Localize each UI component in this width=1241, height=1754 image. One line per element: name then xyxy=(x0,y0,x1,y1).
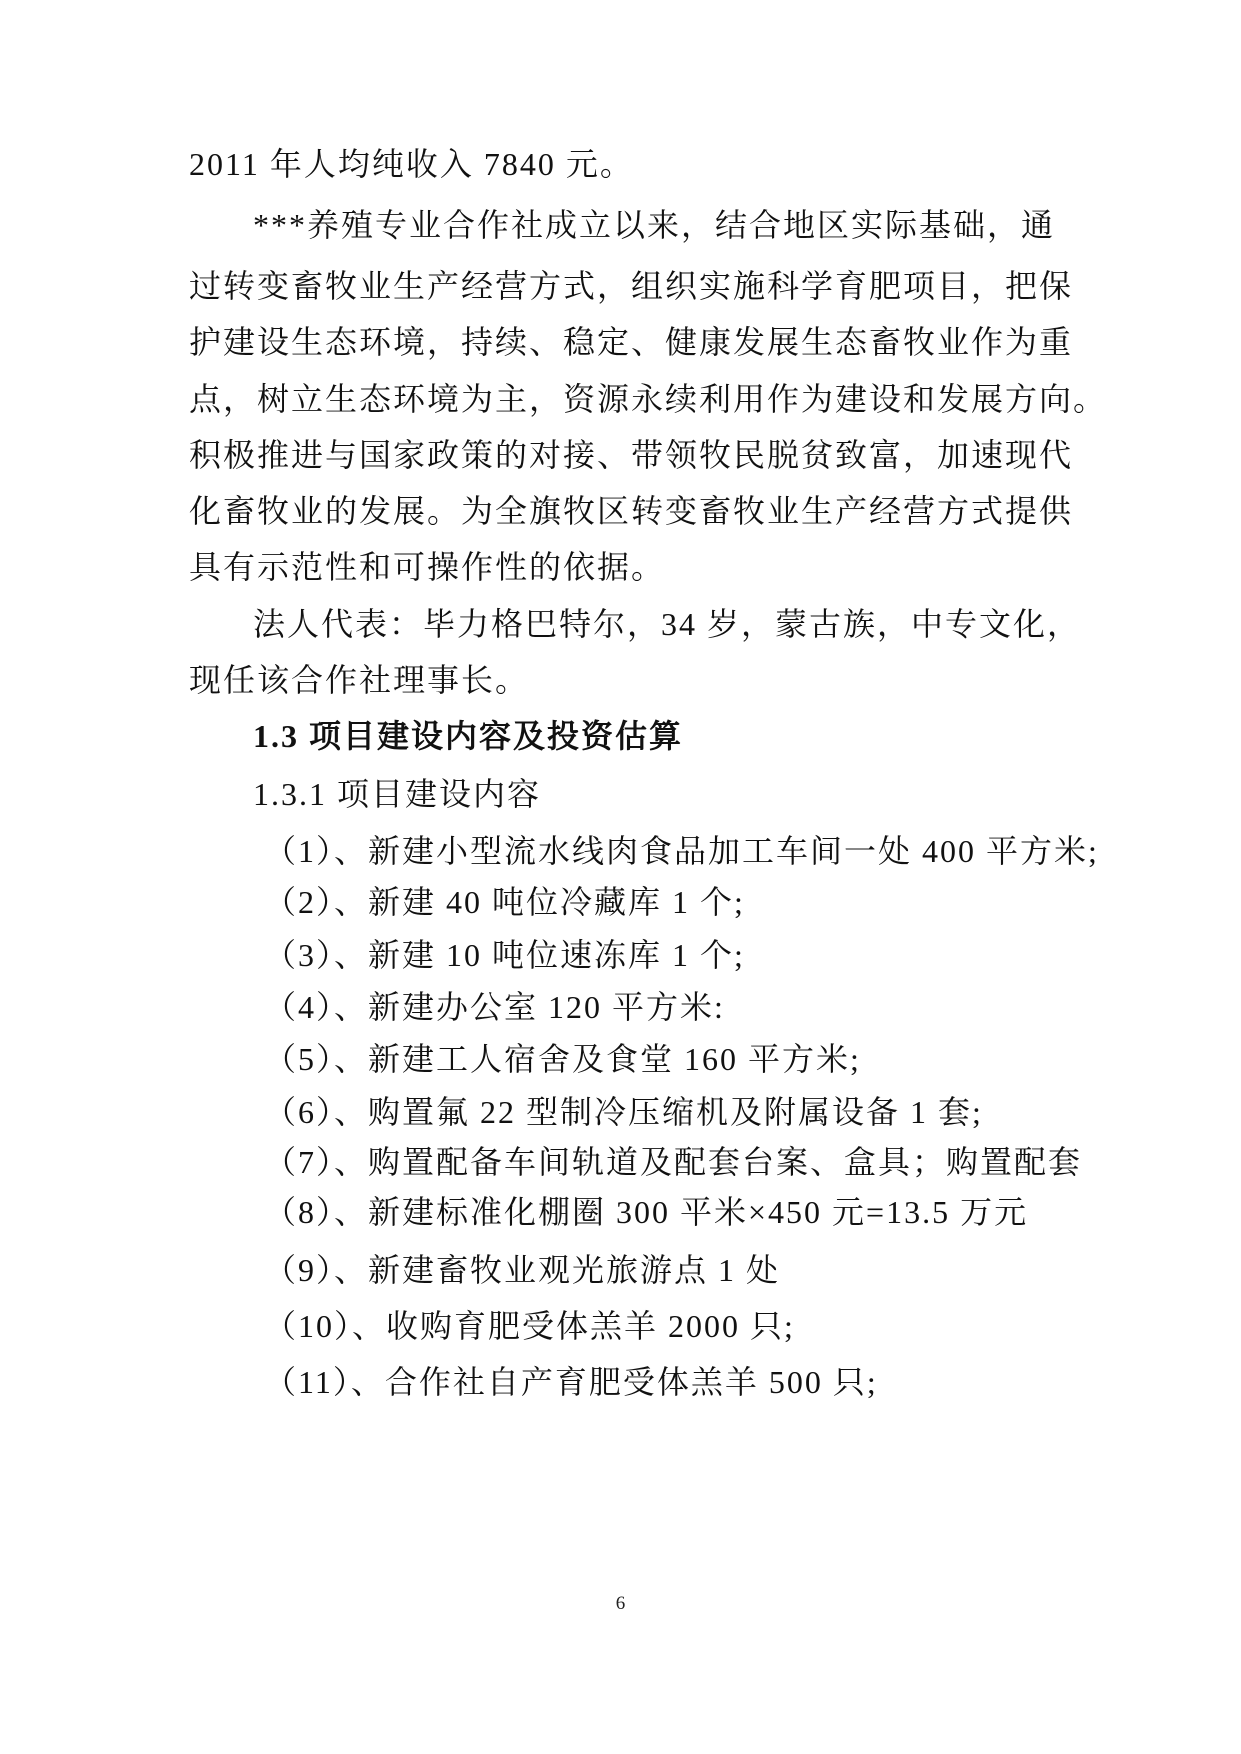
list-item: （9）、新建畜牧业观光旅游点 1 处 xyxy=(264,1252,781,1288)
list-item: （8）、新建标准化棚圈 300 平米×450 元=13.5 万元 xyxy=(264,1194,1029,1230)
list-item: （2）、新建 40 吨位冷藏库 1 个; xyxy=(264,884,745,920)
section-heading: 1.3 项目建设内容及投资估算 xyxy=(253,718,684,754)
list-item: （6）、购置氟 22 型制冷压缩机及附属设备 1 套; xyxy=(264,1094,983,1130)
subsection-heading: 1.3.1 项目建设内容 xyxy=(253,776,542,812)
paragraph-line: 现任该合作社理事长。 xyxy=(189,662,530,698)
paragraph-line: 2011 年人均纯收入 7840 元。 xyxy=(189,146,634,182)
list-item: （10）、收购育肥受体羔羊 2000 只; xyxy=(264,1308,795,1344)
list-item: （4）、新建办公室 120 平方米: xyxy=(264,989,725,1025)
page-number: 6 xyxy=(615,1593,626,1614)
paragraph-line: 积极推进与国家政策的对接、带领牧民脱贫致富，加速现代 xyxy=(189,437,1074,473)
paragraph-line: 具有示范性和可操作性的依据。 xyxy=(189,549,666,585)
list-item: （7）、购置配备车间轨道及配套台案、盒具；购置配套 xyxy=(264,1144,1083,1180)
paragraph-line: 点，树立生态环境为主，资源永续利用作为建设和发展方向。 xyxy=(189,381,1108,417)
paragraph-line: 护建设生态环境，持续、稳定、健康发展生态畜牧业作为重 xyxy=(189,324,1074,360)
list-item: （3）、新建 10 吨位速冻库 1 个; xyxy=(264,937,745,973)
paragraph-line: ***养殖专业合作社成立以来，结合地区实际基础，通 xyxy=(253,207,1056,243)
paragraph-line: 化畜牧业的发展。为全旗牧区转变畜牧业生产经营方式提供 xyxy=(189,493,1074,529)
list-item: （1）、新建小型流水线肉食品加工车间一处 400 平方米; xyxy=(264,833,1099,869)
paragraph-line: 法人代表：毕力格巴特尔，34 岁，蒙古族，中专文化， xyxy=(253,606,1082,642)
list-item: （5）、新建工人宿舍及食堂 160 平方米; xyxy=(264,1041,861,1077)
list-item: （11）、合作社自产育肥受体羔羊 500 只; xyxy=(264,1364,878,1400)
paragraph-line: 过转变畜牧业生产经营方式，组织实施科学育肥项目，把保 xyxy=(189,268,1074,304)
